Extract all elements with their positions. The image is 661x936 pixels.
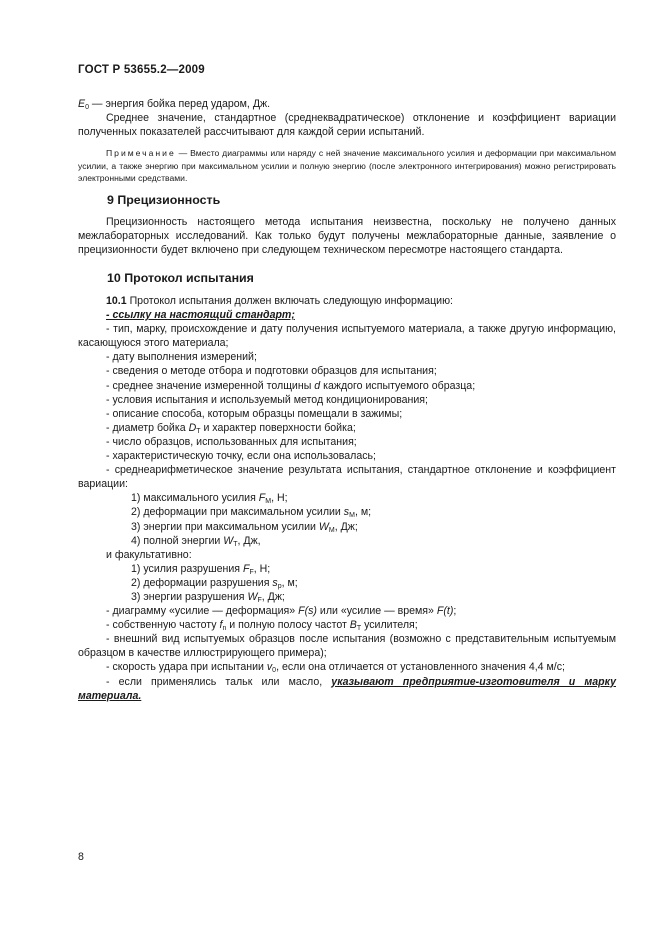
page-number: 8 bbox=[78, 851, 84, 863]
sublist-item-1: 1) максимального усилия $F_M$, Н; bbox=[131, 492, 288, 506]
stats-paragraph: Среднее значение, стандартное (среднеквадратическое) отклонение и коэффициент вариации полученных показателей рассчитывают для каждой серии испытаний. bbox=[78, 112, 616, 138]
optional-item-3: 3) энергии разрушения $W_F$, Дж; bbox=[131, 590, 285, 604]
list-item-sampling: - сведения о методе отбора и подготовки образцов для испытания; bbox=[106, 365, 437, 378]
standard-header: ГОСТ Р 53655.2—2009 bbox=[78, 64, 205, 76]
list-item-diameter: - диаметр бойка $D_T$ и характер поверхности бойка; bbox=[106, 421, 356, 435]
precision-paragraph: Прецизионность настоящего метода испытания неизвестна, поскольку не получено данных межлабораторных исследований. Как только будут получены межлабораторные данные, заявление о прецизионности будет включено при следующем техническом пересмотре настоящего стандарта. bbox=[78, 216, 616, 256]
section-9-body bbox=[78, 215, 616, 257]
section-9-title: 9 Прецизионность bbox=[107, 193, 221, 207]
clause-10-1: 10.1 Протокол испытания должен включать следующую информацию: bbox=[106, 295, 453, 307]
list-item-diagram: - диаграмму «усилие — деформация» F(s) или «усилие — время» F(t); bbox=[106, 605, 457, 618]
list-item-mean: - среднеарифметическое значение результата испытания, стандартное отклонение и коэффициент вариации: bbox=[78, 464, 616, 491]
list-item-reference: - ссылку на настоящий стандарт; bbox=[106, 309, 295, 322]
optional-item-1: 1) усилия разрушения $F_F$, Н; bbox=[131, 562, 271, 576]
sublist-item-4: 4) полной энергии $W_T$, Дж, bbox=[131, 534, 261, 548]
optional-heading: и факультативно: bbox=[106, 548, 192, 561]
list-item-appearance: - внешний вид испытуемых образцов после испытания (возможно с представительным испытуемым образцом в качестве иллюстрирующего примера); bbox=[78, 633, 616, 660]
list-item-characteristic: - характеристическую точку, если она использовалась; bbox=[106, 450, 376, 463]
optional-item-2: 2) деформации разрушения $s_p$, м; bbox=[131, 576, 298, 590]
list-item-clamping: - описание способа, которым образцы помещали в зажимы; bbox=[106, 407, 403, 420]
sublist-item-3: 3) энергии при максимальном усилии $W_M$, Дж; bbox=[131, 520, 358, 534]
list-item-talc: - если применялись тальк или масло, указывают предприятие-изготовителя и марку материала. bbox=[78, 675, 616, 702]
list-item-count: - число образцов, использованных для испытания; bbox=[106, 435, 357, 448]
intro-block bbox=[78, 97, 616, 185]
section-10-title: 10 Протокол испытания bbox=[107, 271, 254, 285]
list-item-date: - дату выполнения измерений; bbox=[106, 351, 257, 364]
note-paragraph: Примечание — Вместо диаграммы или наряду с ней значение максимального усилия и деформации при максимальном усилии, а также энергию при максимальном усилии и полную энергию (после электронного интегрирования) можно регистрировать электронными средствами. bbox=[78, 148, 616, 183]
list-item-thickness: - среднее значение измеренной толщины d каждого испытуемого образца; bbox=[106, 379, 476, 392]
list-item-conditions: - условия испытания и используемый метод кондиционирования; bbox=[106, 393, 428, 406]
sublist-item-2: 2) деформации при максимальном усилии $s_M$, м; bbox=[131, 506, 372, 520]
list-item-frequency: - собственную частоту $f_n$ и полную полосу частот $B_T$ усилителя; bbox=[106, 619, 418, 633]
list-item-material: - тип, марку, происхождение и дату получения испытуемого материала, а также другую информацию, касающуюся этого материала; bbox=[78, 323, 616, 350]
list-item-speed: - скорость удара при испытании $v_0$, если она отличается от установленного значения 4,4 м/с; bbox=[106, 661, 565, 675]
section-10-body bbox=[78, 294, 616, 703]
energy-definition: $E_0$ — энергия бойка перед ударом, Дж. bbox=[78, 98, 271, 111]
